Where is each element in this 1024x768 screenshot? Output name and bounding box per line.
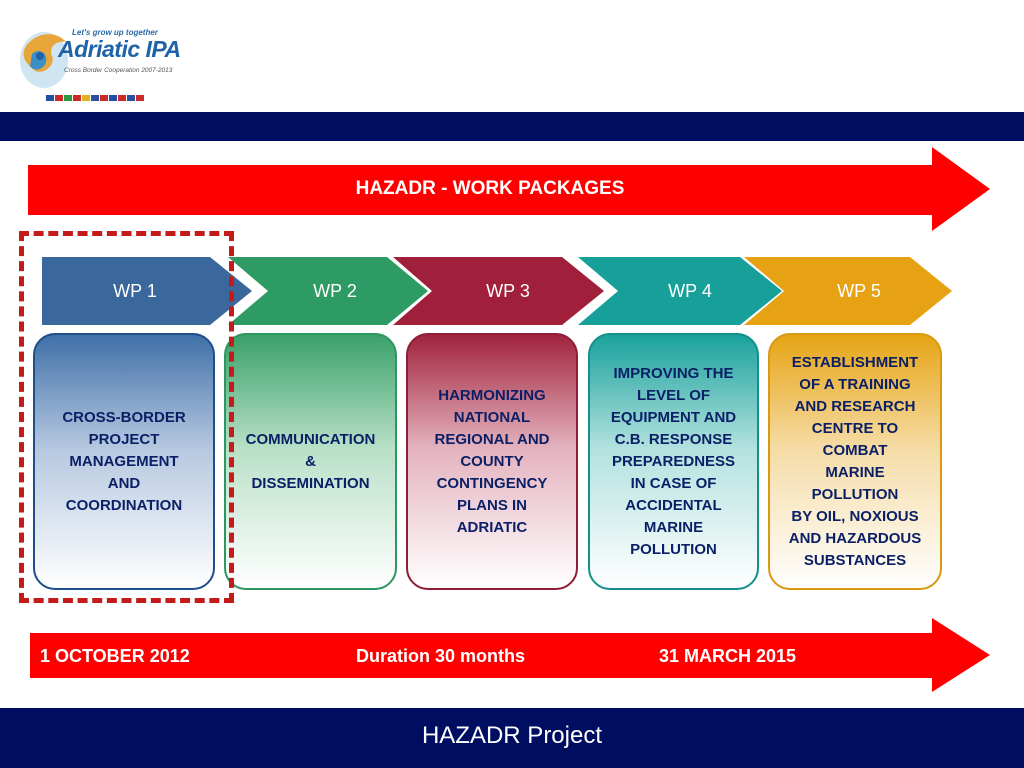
- wp4-label: WP 4: [668, 281, 712, 301]
- logo-subtitle: Cross Border Cooperation 2007-2013: [64, 67, 173, 74]
- timeline-end-date: 31 MARCH 2015: [659, 646, 797, 666]
- timeline-start-date: 1 OCTOBER 2012: [40, 646, 190, 666]
- wp4-description-card: IMPROVING THE LEVEL OF EQUIPMENT AND C.B. RESPONSE PREPAREDNESS IN CASE OF ACCIDENTAL MARINE POLLUTION: [588, 333, 759, 590]
- header-title: HAZADR - WORK PACKAGES: [355, 178, 625, 199]
- logo-title: Adriatic IPA: [58, 36, 181, 62]
- wp1-label: WP 1: [113, 281, 157, 301]
- wp1-highlight-frame: [19, 231, 234, 603]
- wp5-label: WP 5: [837, 281, 881, 301]
- wp3-description-card: HARMONIZING NATIONAL REGIONAL AND COUNTY CONTINGENCY PLANS IN ADRIATIC: [406, 333, 578, 590]
- wp3-label: WP 3: [486, 281, 530, 301]
- wp5-description-card: ESTABLISHMENT OF A TRAINING AND RESEARCH CENTRE TO COMBAT MARINE POLLUTION BY OIL, NOXIOUS AND HAZARDOUS SUBSTANCES: [768, 333, 942, 590]
- timeline-duration: Duration 30 months: [356, 646, 526, 666]
- wp1-description-card: CROSS-BORDER PROJECT MANAGEMENT AND COORDINATION: [33, 333, 215, 590]
- footer-title: HAZADR Project: [421, 722, 603, 749]
- wp2-label: WP 2: [313, 281, 357, 301]
- logo-tagline: Let's grow up together: [72, 28, 158, 37]
- wp2-description-card: COMMUNICATION & DISSEMINATION: [224, 333, 397, 590]
